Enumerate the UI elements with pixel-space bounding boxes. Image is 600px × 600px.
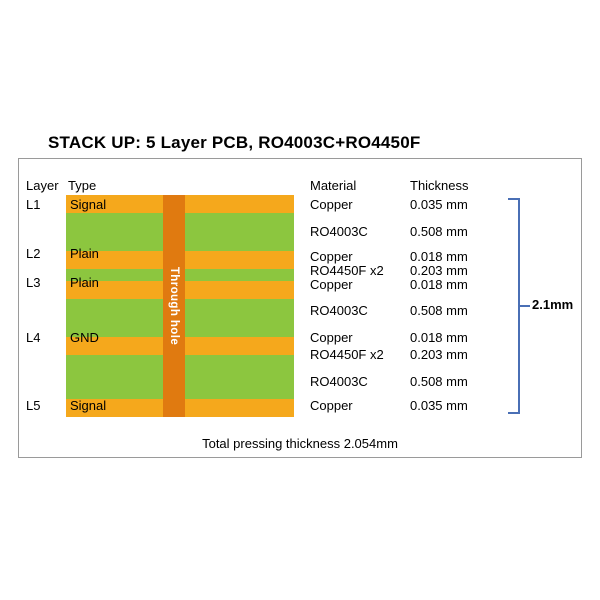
thickness-row-7: 0.018 mm (410, 330, 468, 345)
type-label-l2: Plain (70, 246, 99, 261)
total-thickness-tick (520, 305, 530, 307)
thickness-row-3: 0.018 mm (410, 249, 468, 264)
thickness-row-2: 0.508 mm (410, 224, 468, 239)
material-row-8: RO4450F x2 (310, 347, 384, 362)
material-row-7: Copper (310, 330, 353, 345)
material-row-2: RO4003C (310, 224, 368, 239)
type-label-l1: Signal (70, 197, 107, 212)
layer-label-l1: L1 (26, 197, 41, 212)
through-hole-via (163, 195, 185, 417)
type-label-l4: GND (70, 330, 99, 345)
layer-label-l4: L4 (26, 330, 41, 345)
thickness-row-4: 0.203 mm (410, 263, 468, 278)
material-row-3: Copper (310, 249, 353, 264)
total-pressing-thickness: Total pressing thickness 2.054mm (202, 436, 398, 451)
material-row-4: RO4450F x2 (310, 263, 384, 278)
material-row-1: Copper (310, 197, 353, 212)
thickness-row-5: 0.018 mm (410, 277, 468, 292)
column-header-material: Material (310, 178, 357, 193)
column-header-layer: Layer (26, 178, 59, 193)
type-label-l5: Signal (70, 398, 107, 413)
material-row-6: RO4003C (310, 303, 368, 318)
material-row-5: Copper (310, 277, 353, 292)
thickness-row-6: 0.508 mm (410, 303, 468, 318)
total-thickness-bracket (508, 198, 520, 414)
thickness-row-8: 0.203 mm (410, 347, 468, 362)
column-header-type: Type (68, 178, 97, 193)
layer-label-l5: L5 (26, 398, 41, 413)
layer-label-l3: L3 (26, 275, 41, 290)
material-row-10: Copper (310, 398, 353, 413)
layer-label-l2: L2 (26, 246, 41, 261)
thickness-row-1: 0.035 mm (410, 197, 468, 212)
thickness-row-10: 0.035 mm (410, 398, 468, 413)
total-thickness-label: 2.1mm (532, 297, 574, 312)
diagram-title: STACK UP: 5 Layer PCB, RO4003C+RO4450F (48, 133, 421, 152)
thickness-row-9: 0.508 mm (410, 374, 468, 389)
material-row-9: RO4003C (310, 374, 368, 389)
column-header-thickness: Thickness (410, 178, 469, 193)
through-hole-label: Through hole (168, 266, 180, 346)
type-label-l3: Plain (70, 275, 99, 290)
